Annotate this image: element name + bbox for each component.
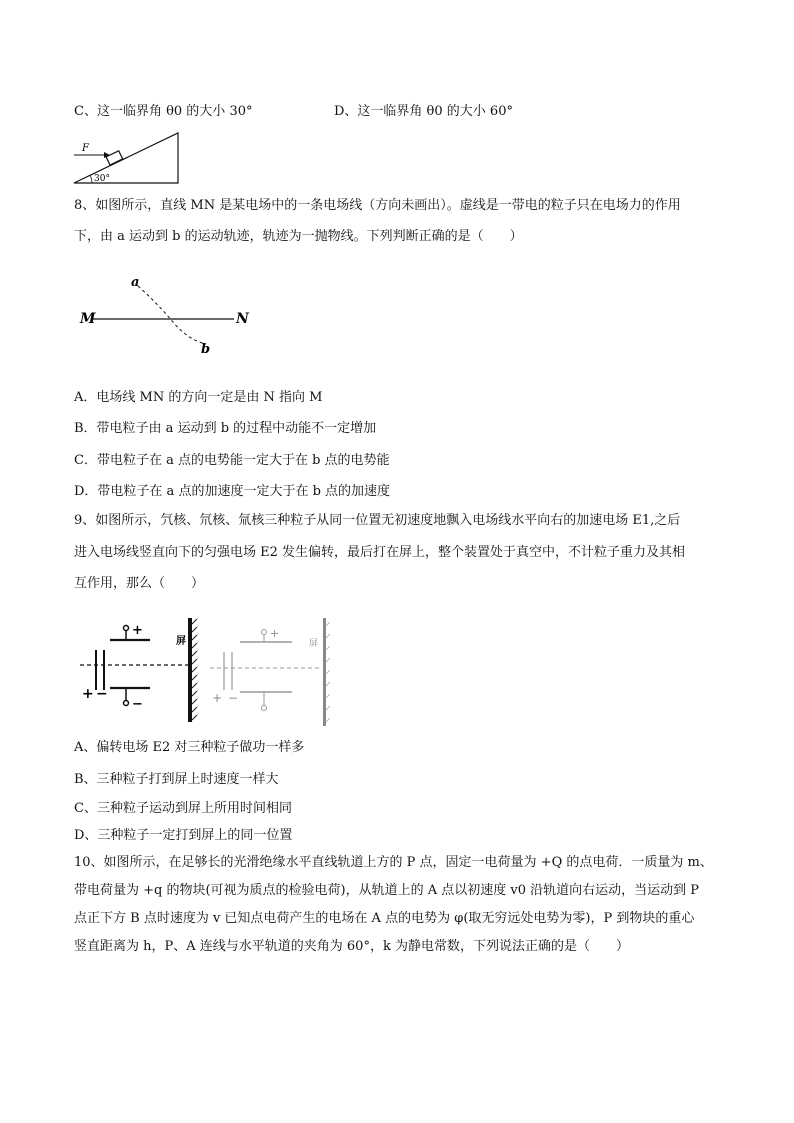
option-c: C、这一临界角 θ0 的大小 30° [74, 104, 253, 119]
q10-line4: 竖直距离为 h，P、A 连线与水平轨道的夹角为 60°，k 为静电常数，下列说法正确的是（ ） [74, 939, 629, 954]
q8-option-d: D．带电粒子在 a 点的加速度一定大于在 b 点的加速度 [74, 484, 391, 499]
q9-option-a: A、偏转电场 E2 对三种粒子做功一样多 [74, 740, 305, 755]
faint-plus: + [212, 691, 223, 705]
label-a: a [131, 275, 140, 290]
screen-label-left: 屏 [176, 636, 186, 647]
q9-option-c: C、三种粒子运动到屏上所用时间相同 [74, 801, 292, 816]
q10-line3: 点正下方 B 点时速度为 v 已知点电荷产生的电场在 A 点的电势为 φ(取无穷远处电势为零)，P 到物块的重心 [74, 911, 695, 926]
option-d: D、这一临界角 θ0 的大小 60° [334, 104, 513, 119]
q10-line1: 10、如图所示，在足够长的光滑绝缘水平直线轨道上方的 P 点，固定一电荷量为 +Q 的点电荷．一质量为 m、 [74, 855, 713, 870]
incline-figure [70, 130, 182, 186]
q9-stem-line3: 互作用，那么（ ） [74, 576, 205, 591]
faint-minus: − [228, 691, 239, 705]
q9-option-b: B、三种粒子打到屏上时速度一样大 [74, 772, 279, 787]
q9-stem-line2: 进入电场线竖直向下的匀强电场 E2 发生偏转，最后打在屏上，整个装置处于真空中，不计粒子重力及其相 [74, 545, 686, 560]
q8-option-b: B．带电粒子由 a 运动到 b 的过程中动能不一定增加 [74, 421, 377, 436]
q9-option-d: D、三种粒子一定打到屏上的同一位置 [74, 828, 293, 843]
angle-label: 30° [94, 174, 110, 184]
q9-figure-left [80, 618, 200, 722]
faint-deflect-plus: + [270, 627, 280, 640]
deflect-plus: + [132, 623, 143, 638]
q8-stem-line1: 8、如图所示，直线 MN 是某电场中的一条电场线（方向未画出）。虚线是一带电的粒子只在电场力的作用 [74, 198, 681, 213]
deflect-minus: − [132, 697, 143, 712]
q8-option-a: A．电场线 MN 的方向一定是由 N 指向 M [74, 390, 323, 405]
q8-option-c: C．带电粒子在 a 点的电势能一定大于在 b 点的电势能 [74, 453, 390, 468]
label-n: N [236, 311, 249, 327]
label-b: b [201, 342, 211, 357]
accel-minus: − [96, 686, 108, 702]
accel-plus: + [82, 686, 94, 702]
q8-stem-line2: 下，由 a 运动到 b 的运动轨迹，轨迹为一抛物线。下列判断正确的是（ ） [74, 229, 523, 244]
label-m: M [80, 311, 96, 327]
force-label: F [82, 143, 89, 154]
q9-figure-right [210, 618, 340, 726]
q8-figure [78, 272, 268, 358]
screen-label-right: 屏 [309, 639, 319, 649]
q10-line2: 带电荷量为 +q 的物块(可视为质点的检验电荷)，从轨道上的 A 点以初速度 v0 沿轨道向右运动，当运动到 P [74, 883, 700, 898]
q9-stem-line1: 9、如图所示，氕核、氘核、氚核三种粒子从同一位置无初速度地飘入电场线水平向右的加速电场 E1,之后 [74, 513, 681, 528]
